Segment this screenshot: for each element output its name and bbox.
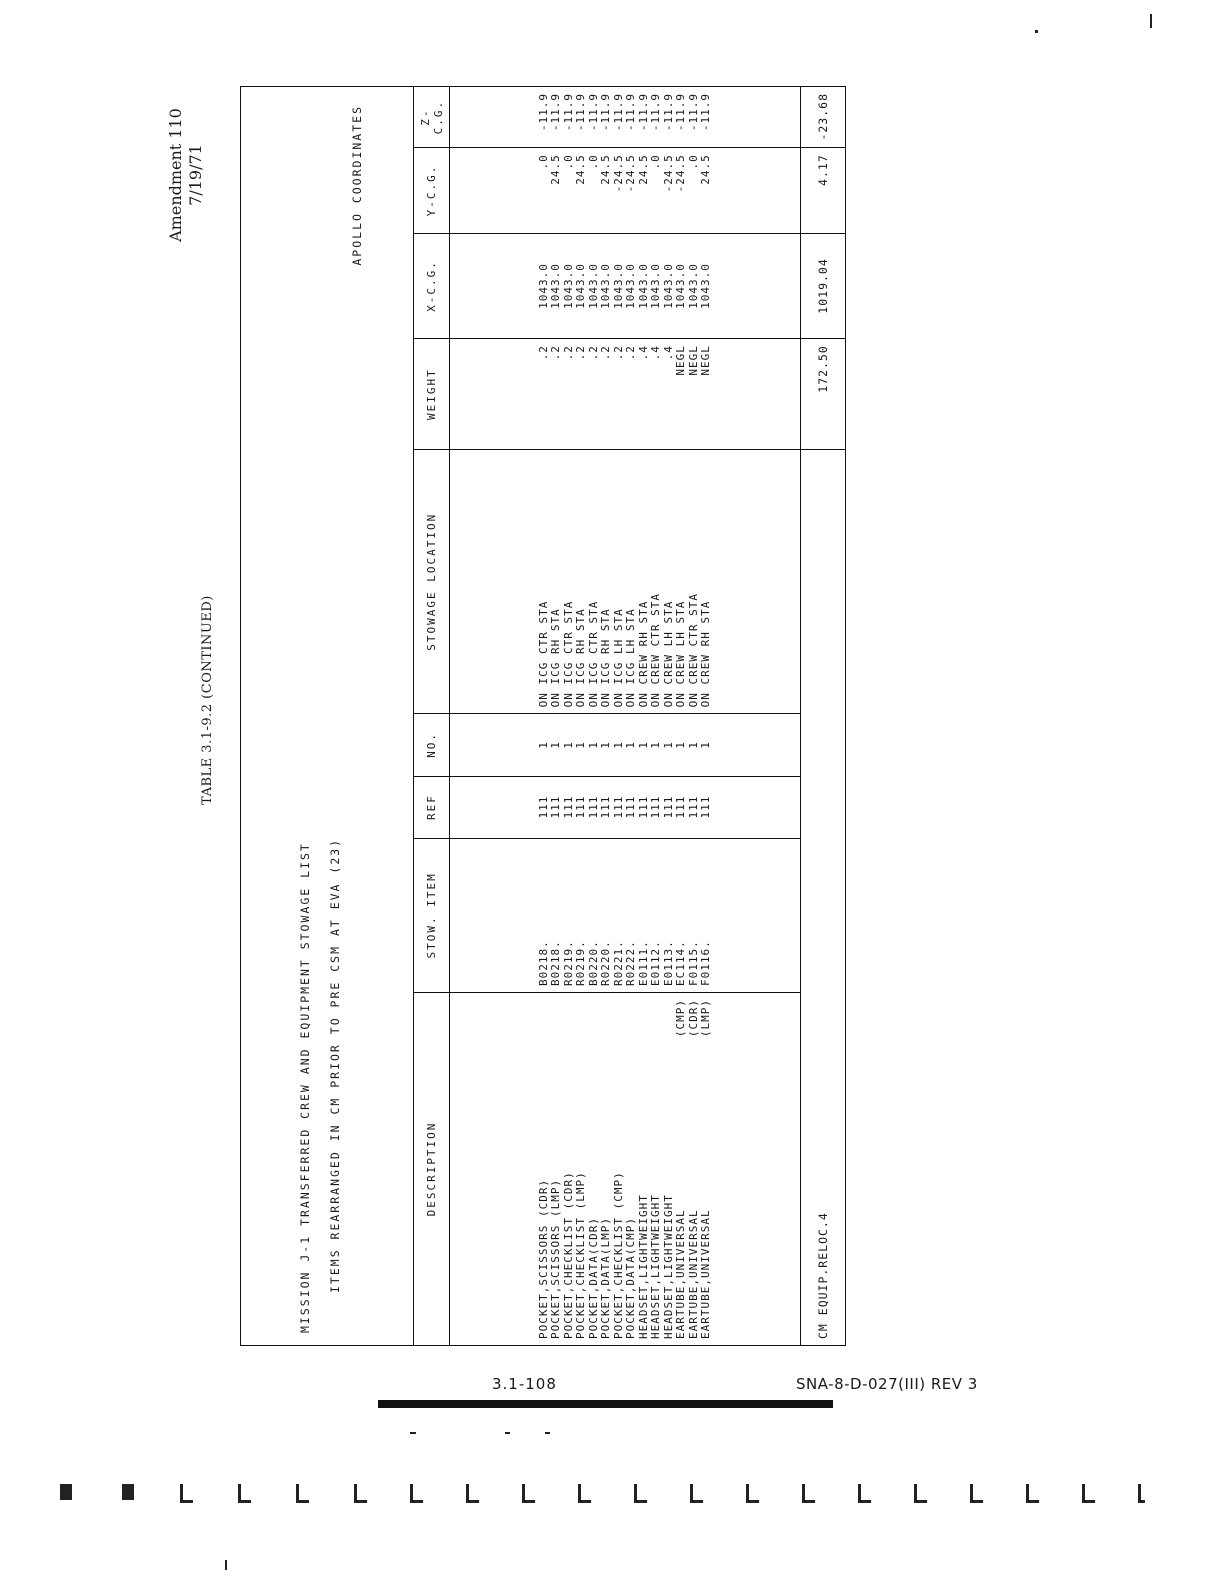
scan-mark <box>690 1484 703 1503</box>
scan-mark <box>466 1484 479 1503</box>
table-caption: TABLE 3.1-9.2 (CONTINUED) <box>200 595 215 805</box>
no-cell: 1 1 1 1 1 1 1 1 1 1 1 1 1 1 <box>450 714 801 776</box>
scan-mark <box>238 1484 251 1503</box>
col-x-cg: X-C.G. <box>414 233 450 338</box>
scan-mark <box>180 1484 193 1503</box>
weight-cell: .2 .2 .2 .2 .2 .2 .2 .2 .4 .4 .4 NEGL NEGL NEGL <box>450 339 801 450</box>
col-no: NO. <box>414 714 450 776</box>
scan-mark <box>522 1484 535 1503</box>
table-row: HEADSET,LIGHTWEIGHT <box>661 1194 675 1339</box>
apollo-coordinates-header: APOLLO COORDINATES <box>350 105 365 266</box>
col-stow-item: STOW. ITEM <box>414 838 450 992</box>
table-header-block <box>241 87 414 1346</box>
total-y-cg: 4.17 <box>801 148 846 233</box>
scan-mark <box>578 1484 591 1503</box>
table-row: EARTUBE,UNIVERSAL (CMP) <box>674 998 688 1339</box>
total-z-cg: -23.68 <box>801 87 846 148</box>
stowage-table <box>240 86 846 1346</box>
scan-mark <box>970 1484 983 1503</box>
total-weight: 172.50 <box>801 339 846 450</box>
scan-mark <box>296 1484 309 1503</box>
col-weight: WEIGHT <box>414 339 450 450</box>
scan-mark <box>858 1484 871 1503</box>
scan-mark <box>122 1484 134 1500</box>
scan-mark <box>410 1484 423 1503</box>
col-z-cg: Z-C.G. <box>414 87 450 148</box>
table-row: POCKET,CHECKLIST (CDR) <box>561 1171 575 1339</box>
scan-mark <box>914 1484 927 1503</box>
table-row: POCKET,CHECKLIST (LMP) <box>574 1171 588 1339</box>
col-description: DESCRIPTION <box>414 992 450 1345</box>
table-row: HEADSET,LIGHTWEIGHT <box>649 1194 663 1339</box>
table-row: HEADSET,LIGHTWEIGHT <box>636 1194 650 1339</box>
table-row: POCKET,DATA(CMP) <box>624 1217 638 1339</box>
scan-mark <box>802 1484 815 1503</box>
z-cg-cell: -11.9 -11.9 -11.9 -11.9 -11.9 -11.9 -11.9 -11.9 -11.9 -11.9 -11.9 -11.9 -11.9 -11.9 <box>450 87 801 148</box>
scan-mark <box>1082 1484 1095 1503</box>
page-number: 3.1-108 <box>492 1375 557 1393</box>
document-id: SNA-8-D-027(III) REV 3 <box>796 1375 978 1393</box>
x-cg-cell: 1043.0 1043.0 1043.0 1043.0 1043.0 1043.0 1043.0 1043.0 1043.0 1043.0 1043.0 1043.0 1043.0 1043.0 <box>450 233 801 338</box>
table-row: POCKET,SCISSORS (CDR) <box>536 1178 550 1339</box>
table-row: POCKET,DATA(LMP) <box>599 1217 613 1339</box>
scan-speck <box>225 1560 227 1570</box>
table-row: EARTUBE,UNIVERSAL (CDR) <box>686 998 700 1339</box>
col-y-cg: Y-C.G. <box>414 148 450 233</box>
scan-speck <box>1035 30 1038 33</box>
total-x-cg: 1019.04 <box>801 233 846 338</box>
table-row: POCKET,SCISSORS (LMP) <box>549 1178 563 1339</box>
amendment-date: 7/19/71 <box>186 144 205 206</box>
total-label: CM EQUIP.RELOC.4 <box>801 450 846 1346</box>
amendment-number: Amendment 110 <box>166 108 185 242</box>
stowage-table-wrapper <box>240 86 846 1346</box>
table-row: POCKET,CHECKLIST (CMP) <box>611 1171 625 1339</box>
scan-speck <box>505 1432 510 1434</box>
scan-mark <box>60 1484 72 1500</box>
scan-mark <box>354 1484 367 1503</box>
mission-title: MISSION J-1 TRANSFERRED CREW AND EQUIPMENT STOWAGE LIST <box>298 842 313 1333</box>
scan-speck <box>545 1432 550 1434</box>
scan-speck <box>410 1432 416 1434</box>
ref-cell: 111 111 111 111 111 111 111 111 111 111 111 111 111 111 <box>450 776 801 838</box>
amendment-stamp <box>166 100 206 250</box>
y-cg-cell: .0 24.5 .0 24.5 .0 24.5 -24.5 -24.5 24.5 .0 -24.5 -24.5 .0 24.5 <box>450 148 801 233</box>
items-subtitle: ITEMS REARRANGED IN CM PRIOR TO PRE CSM AT EVA (23) <box>328 837 343 1293</box>
description-cell <box>450 992 801 1345</box>
stowage-location-cell: ON ICG CTR STA ON ICG RH STA ON ICG CTR STA ON ICG RH STA ON ICG CTR STA ON ICG RH STA ON ICG LH STA ON ICG LH STA ON CREW RH STA ON CREW CTR STA ON CREW LH STA ON CREW LH STA ON CREW CTR STA ON CREW RH STA <box>450 450 801 714</box>
scan-mark <box>1026 1484 1039 1503</box>
col-stowage-location: STOWAGE LOCATION <box>414 450 450 714</box>
scan-speck <box>1150 14 1152 28</box>
table-row: POCKET,DATA(CDR) <box>586 1217 600 1339</box>
stow-item-cell: B0218. B0218. R0219. R0219. B0220. R0220. R0221. R0222. E0111. E0112. E0113. EC114. F0115. F0116. <box>450 838 801 992</box>
scan-mark <box>1138 1484 1145 1503</box>
col-ref: REF <box>414 776 450 838</box>
scan-mark <box>634 1484 647 1503</box>
scan-edge-marks <box>60 1484 1150 1508</box>
scan-mark <box>746 1484 759 1503</box>
footer-rule <box>378 1400 833 1408</box>
table-row: EARTUBE,UNIVERSAL (LMP) <box>699 998 713 1339</box>
